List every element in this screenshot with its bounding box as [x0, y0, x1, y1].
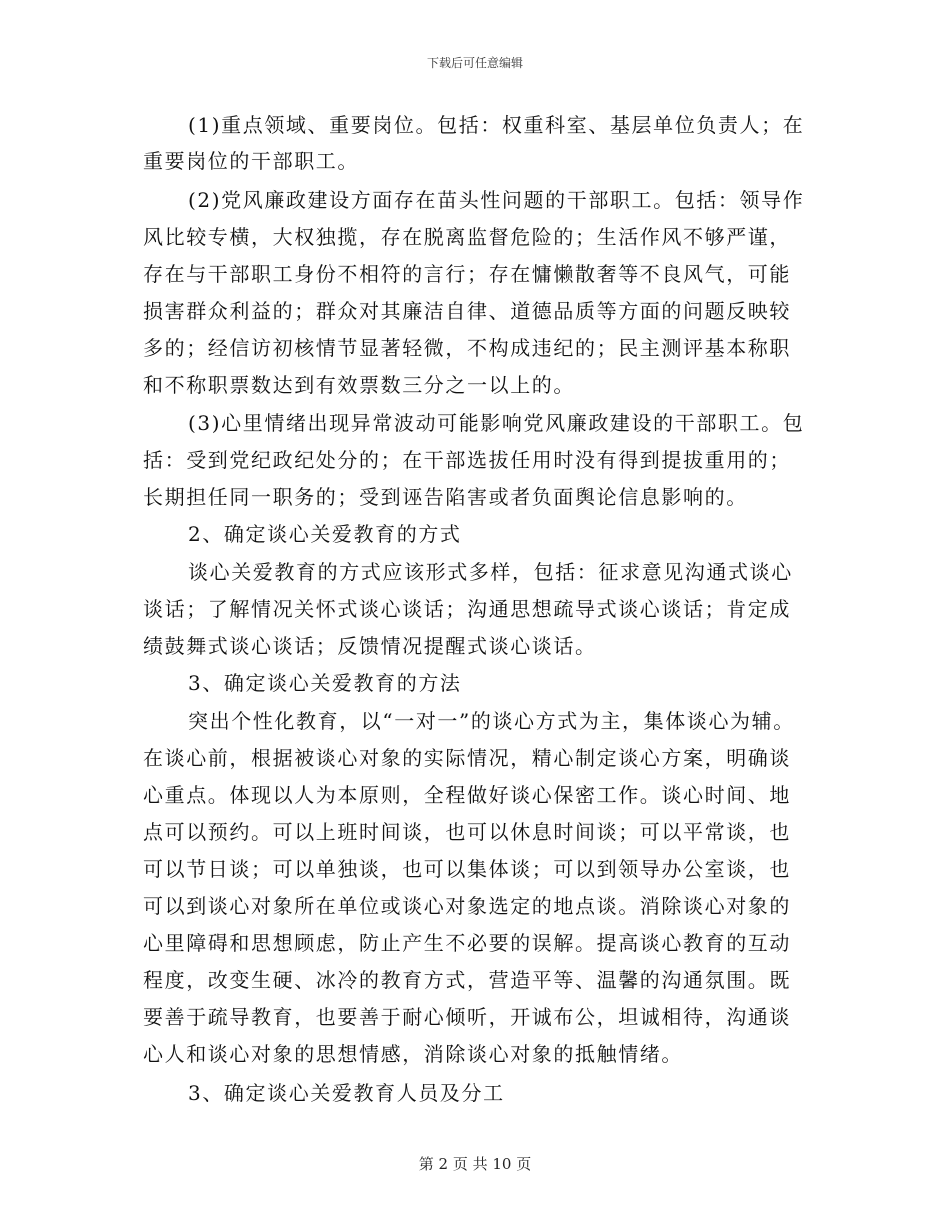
text-line: (3)心里情绪出现异常波动可能影响党风廉政建设的干部职工。包 [188, 411, 805, 435]
text-line: (2)党风廉政建设方面存在苗头性问题的干部职工。包括：领导作 [188, 188, 805, 212]
text-line: 存在与干部职工身份不相符的言行；存在慵懒散奢等不良风气，可能 [143, 262, 791, 286]
page-footer: 第 2 页 共 10 页 [418, 1155, 532, 1173]
text-line: 绩鼓舞式谈心谈话；反馈情况提醒式谈心谈话。 [143, 634, 597, 658]
text-line: 括：受到党纪政纪处分的；在干部选拔任用时没有得到提拔重用的； [143, 448, 791, 472]
text-line: 突出个性化教育，以“一对一”的谈心方式为主，集体谈心为辅。 [188, 709, 795, 733]
text-line: 损害群众利益的；群众对其廉洁自律、道德品质等方面的问题反映较 [143, 299, 791, 323]
text-line: 谈心关爱教育的方式应该形式多样，包括：征求意见沟通式谈心 [188, 560, 793, 584]
section-heading: 2、确定谈心关爱教育的方式 [188, 522, 462, 546]
text-line: 可以到谈心对象所在单位或谈心对象选定的地点谈。消除谈心对象的 [143, 894, 791, 918]
text-line: 要善于疏导教育，也要善于耐心倾听，开诚布公，坦诚相待，沟通谈 [143, 1005, 791, 1029]
text-line: 程度，改变生硬、冰冷的教育方式，营造平等、温馨的沟通氛围。既 [143, 968, 791, 992]
text-line: 风比较专横，大权独揽，存在脱离监督危险的；生活作风不够严谨， [143, 225, 791, 249]
section-heading: 3、确定谈心关爱教育人员及分工 [188, 1081, 505, 1105]
text-line: 谈话；了解情况关怀式谈心谈话；沟通思想疏导式谈心谈话；肯定成 [143, 597, 791, 621]
text-line: 和不称职票数达到有效票数三分之一以上的。 [143, 373, 575, 397]
text-line: 多的；经信访初核情节显著轻微，不构成违纪的；民主测评基本称职 [143, 336, 791, 360]
text-line: (1)重点领域、重要岗位。包括：权重科室、基层单位负责人；在 [188, 113, 805, 137]
text-line: 点可以预约。可以上班时间谈，也可以休息时间谈；可以平常谈，也 [143, 820, 791, 844]
text-line: 重要岗位的干部职工。 [143, 149, 359, 173]
text-line: 心人和谈心对象的思想情感，消除谈心对象的抵触情绪。 [143, 1042, 683, 1066]
text-line: 在谈心前，根据被谈心对象的实际情况，精心制定谈心方案，明确谈 [143, 746, 791, 770]
text-line: 心里障碍和思想顾虑，防止产生不必要的误解。提高谈心教育的互动 [143, 931, 791, 955]
text-line: 可以节日谈；可以单独谈，也可以集体谈；可以到领导办公室谈，也 [143, 857, 791, 881]
section-heading: 3、确定谈心关爱教育的方法 [188, 671, 462, 695]
text-line: 心重点。体现以人为本原则，全程做好谈心保密工作。谈心时间、地 [143, 783, 791, 807]
page-header: 下载后可任意编辑 [426, 56, 523, 70]
text-line: 长期担任同一职务的；受到诬告陷害或者负面舆论信息影响的。 [143, 485, 748, 509]
